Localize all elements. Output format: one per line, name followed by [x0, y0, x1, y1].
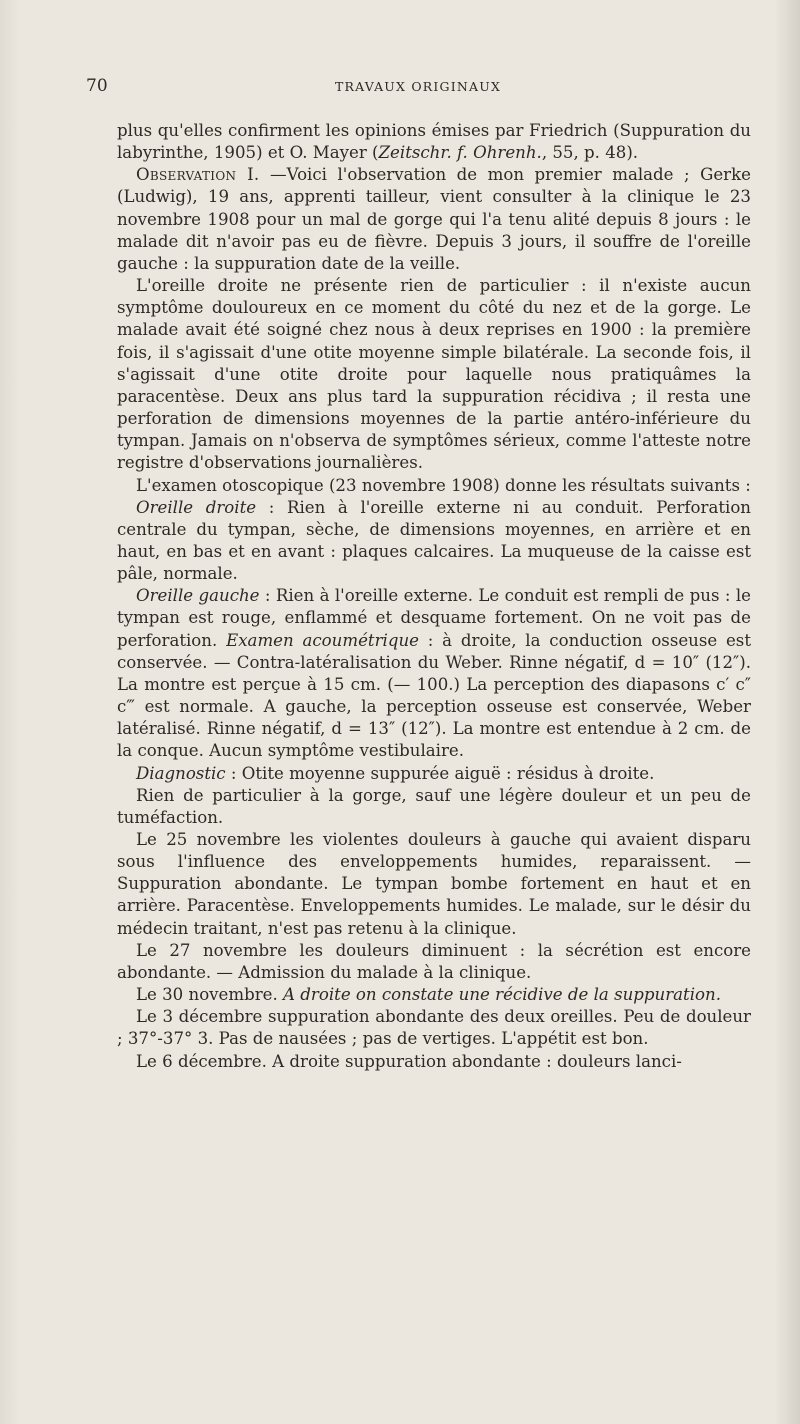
page-header [86, 76, 750, 102]
paragraph-otoscopic-exam: L'examen otoscopique (23 novembre 1908) donne les résultats suivants : [136, 475, 751, 495]
observation-heading: Observation I. [136, 165, 260, 185]
running-title: TRAVAUX ORIGINAUX [334, 79, 502, 94]
paragraph-text: : Rien à l'oreille externe ni au conduit. Perforation centrale du tympan, sèche, de dimensions moyennes, en arrière et en haut, en bas et en avant : plaques calcaires. La muqueuse de la caisse est pâle, normale. [117, 497, 751, 584]
section-label: Examen acoumétrique [226, 630, 419, 650]
emphasized-text: A droite on constate une récidive de la suppuration. [283, 985, 721, 1005]
paragraph-text: , 55, p. 48). [541, 143, 639, 163]
section-label: Oreille droite [136, 497, 257, 517]
paragraph-nov-27: Le 27 novembre les douleurs diminuent : la sécrétion est encore abondante. — Admission du malade à la clinique. [117, 940, 751, 982]
paragraph-text: —Voici l'observation de mon premier malade ; Gerke (Ludwig), 19 ans, apprenti tailleur, vient consulter à la clinique le 23 novembre 1908 pour un mal de gorge qui l'a tenu alité depuis 8 jours : le malade dit n'avoir pas eu de fièvre. Depuis 3 jours, il souffre de l'oreille gauche : la suppuration date de la veille. [117, 165, 751, 273]
section-label: Diagnostic [136, 763, 226, 783]
section-label: Oreille gauche [136, 586, 260, 606]
paragraph-dec-6: Le 6 décembre. A droite suppuration abondante : douleurs lanci- [136, 1051, 682, 1071]
paragraph-right-ear [117, 497, 751, 586]
paragraph-intro [117, 120, 751, 164]
paragraph-right-ear-history: L'oreille droite ne présente rien de particulier : il n'existe aucun symptôme douloureux en ce moment du côté du nez et de la gorge. Le malade avait été soigné chez nous à deux reprises en 1900 : la première fois, il s'agissait d'une otite moyenne simple bilatérale. La seconde fois, il s'agissait d'une otite droite pour laquelle nous pratiquâmes la paracentèse. Deux ans plus tard la suppuration récidiva ; il resta une perforation de dimensions moyennes de la partie antéro-inférieure du tympan. Jamais on n'observa de symptômes sérieux, comme l'atteste notre registre d'observations journalières. [117, 276, 751, 473]
paragraph-observation-intro [117, 164, 751, 275]
paragraph-dec-3: Le 3 décembre suppuration abondante des deux oreilles. Peu de douleur ; 37°-37° 3. Pas de nausées ; pas de vertiges. L'appétit est bon. [117, 1007, 751, 1049]
page-number: 70 [86, 76, 108, 96]
paragraph-throat: Rien de particulier à la gorge, sauf une légère douleur et un peu de tuméfaction. [117, 785, 751, 827]
paragraph-text: : Otite moyenne suppurée aiguë : résidus à droite. [225, 763, 655, 783]
journal-title: Zeitschr. f. Ohrenh. [378, 143, 542, 163]
paragraph-nov-30 [117, 984, 751, 1006]
paragraph-text: : à droite, la conduction osseuse est conservée. — Contra-latéralisation du Weber. Rinne négatif, d = 10″ (12″). La montre est perçue à 15 cm. (— 100.) La perception des diapasons c′ c″ c‴ est normale. A gauche, la perception osseuse est conservée, Weber latéralisé. Rinne négatif, d = 13″ (12″). La montre est entendue à 2 cm. de la conque. Aucun symptôme vestibulaire. [117, 630, 751, 761]
paragraph-nov-25: Le 25 novembre les violentes douleurs à gauche qui avaient disparu sous l'influence des enveloppements humides, reparaissent. — Suppuration abondante. Le tympan bombe fortement en haut et en arrière. Paracentèse. Enveloppements humides. Le malade, sur le désir du médecin traitant, n'est pas retenu à la clinique. [117, 830, 751, 938]
paragraph-text: plus qu'elles confirment les opinions émises par Friedrich (Suppuration du labyrinthe, 1905) et O. Mayer ( [117, 121, 751, 163]
body-text [117, 120, 751, 1073]
paragraph-left-ear [117, 585, 751, 762]
paragraph-text: Le 30 novembre. [136, 985, 284, 1005]
paragraph-text: : Rien à l'oreille externe. Le conduit est rempli de pus : le tympan est rouge, enflammé et desquame fortement. On ne voit pas de perforation. [117, 586, 751, 650]
paragraph-diagnosis [117, 763, 751, 785]
